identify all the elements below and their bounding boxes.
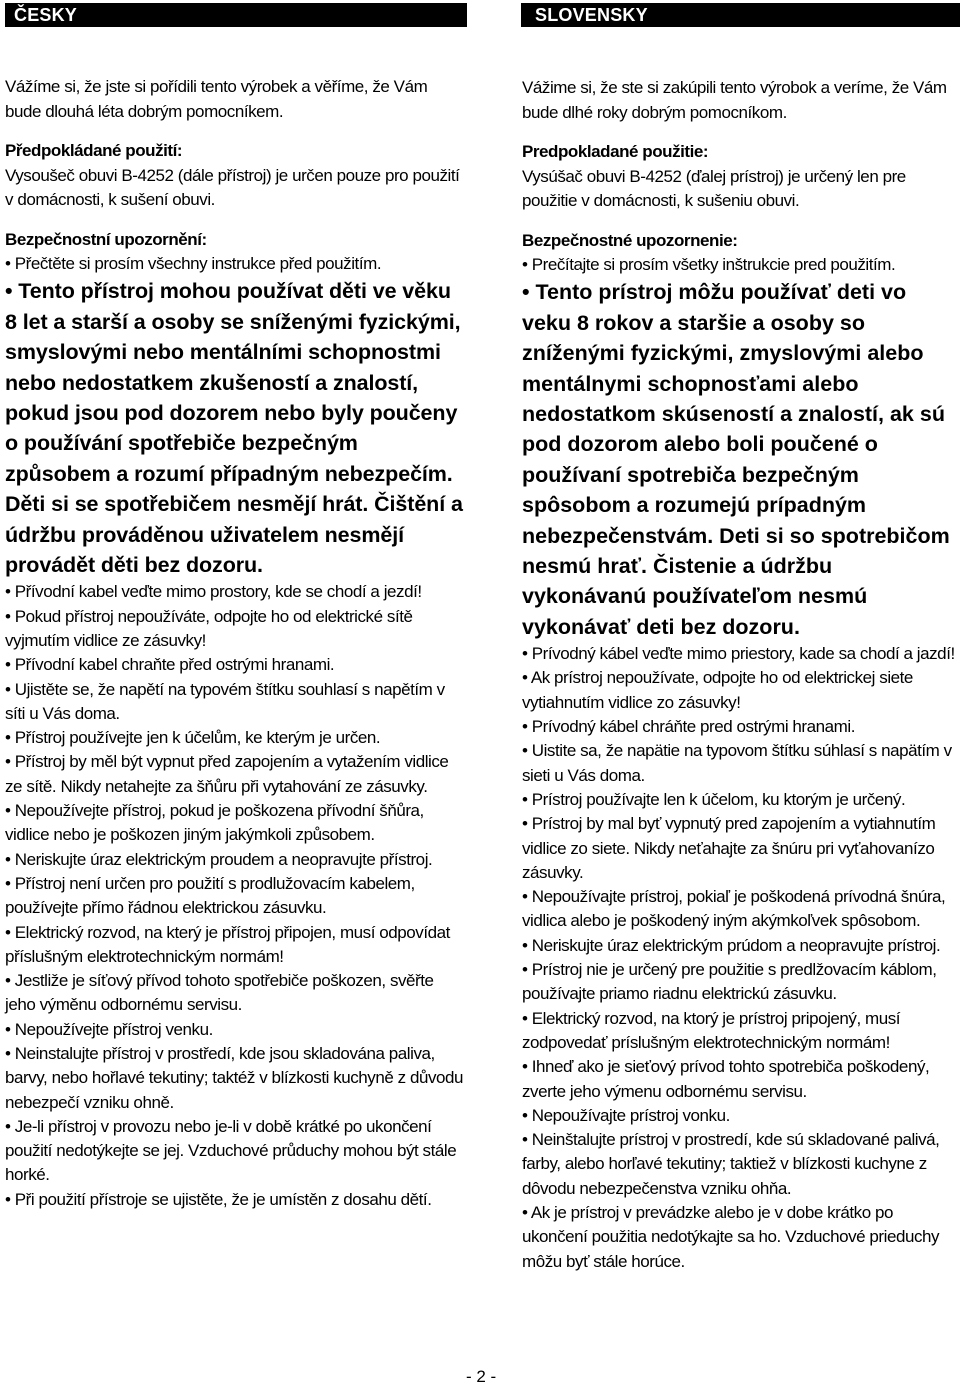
slovak-usage-heading: Predpokladané použitie: <box>522 142 709 161</box>
czech-list-item: • Nepoužívejte přístroj, pokud je poškozena přívodní šňůra, vidlice nebo je poškozen jiným jakýmkoli způsobem. <box>5 801 424 845</box>
czech-list-item: • Elektrický rozvod, na který je přístroj připojen, musí odpovídat příslušným elektrotechnickým normám! <box>5 922 450 966</box>
czech-content <box>5 27 467 1212</box>
czech-list-item: • Jestliže je síťový přívod tohoto spotřebiče poškozen, svěřte jeho výměnu odbornému servisu. <box>5 971 434 1015</box>
czech-safety-heading: Bezpečnostní upozornění: <box>5 229 207 249</box>
czech-intro: Vážíme si, že jste si pořídili tento výrobek a věříme, že Vám bude dlouhá léta dobrým pomocníkem. <box>5 77 428 121</box>
slovak-list-item: • Ak je prístroj v prevádzke alebo je v dobe krátko po ukončení použitia nedotýkajte sa ho. Vzduchové prieduchy môžu byť stále horúce. <box>522 1203 940 1271</box>
czech-list-item: • Neinstalujte přístroj v prostředí, kde jsou skladována paliva, barvy, nebo hořlavé tekutiny; taktéž v blízkosti kuchyně z důvodu nebezpečí vzniku ohně. <box>5 1044 464 1112</box>
czech-usage-heading: Předpokládané použití: <box>5 141 183 160</box>
slovak-list-item: • Neriskujte úraz elektrickým prúdom a neopravujte prístroj. <box>522 935 941 955</box>
slovak-list-item: • Nepoužívajte prístroj, pokiaľ je poškodená prívodná šnúra, vidlica alebo je poškodený iným akýmkoľvek spôsobom. <box>522 887 946 931</box>
slovak-list-item: • Prístroj nie je určený pre použitie s predlžovacím káblom, používajte priamo riadnu elektrickú zásuvku. <box>522 960 937 1004</box>
slovak-safety-list <box>522 642 960 1274</box>
czech-list-item: • Přístroj používejte jen k účelům, ke kterým je určen. <box>5 728 381 748</box>
czech-list-item: • Při použití přístroje se ujistěte, že je umístěn z dosahu dětí. <box>5 1189 432 1209</box>
slovak-column <box>522 0 960 1274</box>
slovak-content <box>522 27 960 1274</box>
czech-first-item: • Přečtěte si prosím všechny instrukce před použitím. <box>5 254 382 273</box>
czech-list-item: • Ujistěte se, že napětí na typovém štítku souhlasí s napětím v síti u Vás doma. <box>5 679 445 723</box>
czech-list-item: • Nepoužívejte přístroj venku. <box>5 1019 213 1039</box>
czech-safety-list <box>5 580 467 1212</box>
slovak-list-item: • Prívodný kábel veďte mimo priestory, kade sa chodí a jazdí! <box>522 644 955 664</box>
slovak-safety-heading: Bezpečnostné upozornenie: <box>522 230 738 250</box>
slovak-list-item: • Nepoužívajte prístroj vonku. <box>522 1105 730 1125</box>
czech-list-item: • Neriskujte úraz elektrickým proudem a neopravujte přístroj. <box>5 849 433 869</box>
czech-list-item: • Přístroj není určen pro použití s prodlužovacím kabelem, používejte přímo řádnou elektrickou zásuvku. <box>5 873 415 918</box>
slovak-list-item: • Prívodný kábel chráňte pred ostrými hranami. <box>522 717 855 737</box>
czech-list-item: • Přístroj by měl být vypnut před zapojením a vytažením vidlice ze sítě. Nikdy netahejte za šňůru při vytahování ze zásuvky. <box>5 752 449 796</box>
slovak-child-warning: • Tento prístroj môžu používať deti vo veku 8 rokov a staršie a osoby so zníženými fyzickými, zmyslovými alebo mentálnymi schopnosťami alebo nedostatkom skúseností a znalostí, ak sú pod dozorom alebo boli poučené o používaní spotrebiča bezpečným spôsobom a rozumejú prípadným nebezpečenstvám. Deti si so spotrebičom nesmú hrať. Čistenie a údržbu vykonávanú používateľom nesmú vykonávať deti bez dozoru. <box>522 280 950 639</box>
slovak-list-item: • Prístroj by mal byť vypnutý pred zapojením a vytiahnutím vidlice zo siete. Nikdy neťahajte za šnúru pri vyťahovanízo zásuvky. <box>522 814 936 882</box>
czech-list-item: • Přívodní kabel veďte mimo prostory, kde se chodí a jezdí! <box>5 582 422 602</box>
slovak-list-item: • Neinštalujte prístroj v prostredí, kde sú skladované palivá, farby, alebo horľavé tekutiny; taktiež v blízkosti kuchyne z dôvodu nebezpečenstva vzniku ohňa. <box>522 1130 940 1198</box>
czech-child-warning: • Tento přístroj mohou používat děti ve věku 8 let a starší a osoby se sníženými fyzickými, smyslovými nebo mentálními schopnostmi nebo nedostatkem zkušeností a znalostí, pokud jsou pod dozorem nebo byly poučeny o používání spotřebiče bezpečným způsobem a rozumí případným nebezpečím. Děti si se spotřebičem nesmějí hrát. Čištění a údržbu prováděnou uživatelem nesmějí provádět děti bez dozoru. <box>5 279 463 577</box>
czech-list-item: • Přívodní kabel chraňte před ostrými hranami. <box>5 655 335 675</box>
slovak-list-item: • Ihneď ako je sieťový prívod tohto spotrebiča poškodený, zverte jeho výmenu odbornému servisu. <box>522 1057 930 1101</box>
slovak-list-item: • Elektrický rozvod, na ktorý je prístroj pripojený, musí zodpovedať príslušným elektrotechnickým normám! <box>522 1008 901 1052</box>
czech-column <box>5 0 467 1212</box>
slovak-list-item: • Prístroj používajte len k účelom, ku ktorým je určený. <box>522 789 906 809</box>
slovak-intro: Vážime si, že ste si zakúpili tento výrobok a veríme, že Vám bude dlhé roky dobrým pomocníkom. <box>522 78 947 122</box>
czech-header: ČESKY <box>5 3 467 27</box>
slovak-usage-text: Vysúšač obuvi B-4252 (ďalej prístroj) je určený len pre použitie v domácnosti, k sušeniu obuvi. <box>522 166 906 210</box>
slovak-first-item: • Prečítajte si prosím všetky inštrukcie pred použitím. <box>522 255 896 274</box>
slovak-header: SLOVENSKY <box>521 3 960 27</box>
slovak-list-item: • Ak prístroj nepoužívate, odpojte ho od elektrickej siete vytiahnutím vidlice zo zásuvky! <box>522 668 913 712</box>
czech-usage-text: Vysoušeč obuvi B-4252 (dále přístroj) je určen pouze pro použití v domácnosti, k sušení obuvi. <box>5 165 460 209</box>
page-number: - 2 - <box>466 1367 497 1386</box>
czech-list-item: • Pokud přístroj nepoužíváte, odpojte ho od elektrické sítě vyjmutím vidlice ze zásuvky! <box>5 606 413 650</box>
czech-list-item: • Je-li přístroj v provozu nebo je-li v době krátké po ukončení použití nedotýkejte se jej. Vzduchové průduchy mohou být stále horké. <box>5 1116 457 1185</box>
slovak-list-item: • Uistite sa, že napätie na typovom štítku súhlasí s napätím v sieti u Vás doma. <box>522 741 952 785</box>
